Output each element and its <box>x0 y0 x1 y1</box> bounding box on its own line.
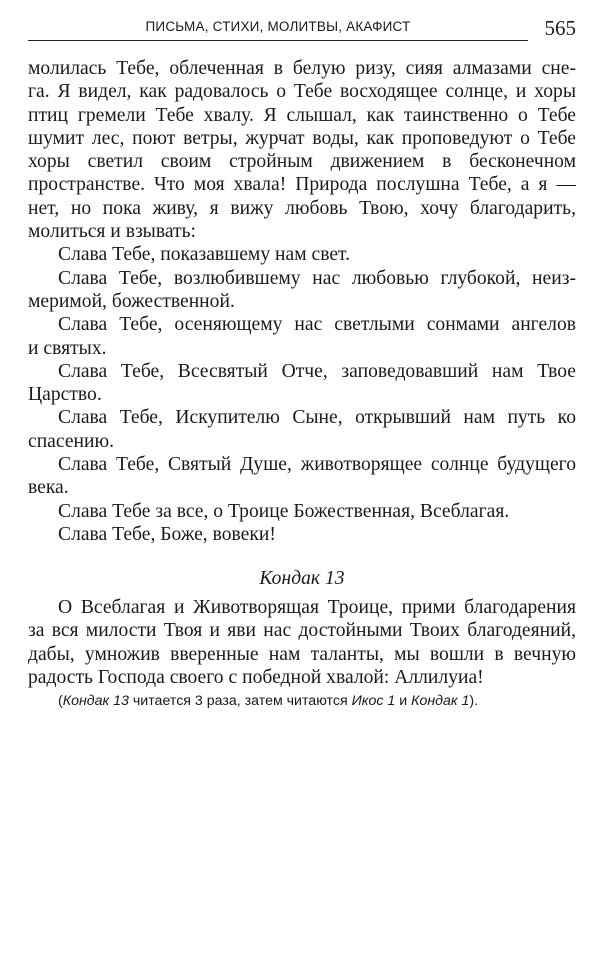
prayer-text <box>28 57 576 546</box>
text-line: молиться и взывать: <box>28 221 196 243</box>
text-line: века. <box>28 477 69 499</box>
text-line: Слава Тебе, осеняющему нас светлыми сонмами ангелов <box>58 314 576 336</box>
text-line: Слава Тебе, показавшему нам свет. <box>58 244 351 266</box>
note-kondak-1: Кондак 1 <box>411 693 470 709</box>
text-line: Слава Тебе, Святый Душе, животворящее солнце будущего <box>58 454 576 476</box>
note-text: читается 3 раза, затем читаются <box>128 693 352 709</box>
text-line: О Всеблагая и Животворящая Троице, прими благодарения <box>58 597 576 618</box>
text-line: радость Господа своего с победной хвалой: Аллилуиа! <box>28 666 484 688</box>
kondak-heading: Кондак 13 <box>259 568 345 589</box>
text-line: дабы, умножив вверенные нам таланты, мы вошли в вечную <box>28 643 576 665</box>
text-line: Слава Тебе, Боже, вовеки! <box>58 523 276 545</box>
text-line: Слава Тебе за все, о Троице Божественная, Всеблагая. <box>58 500 510 522</box>
note-ikos-1: Икос 1 <box>351 693 396 709</box>
page-header <box>28 16 576 42</box>
text-line: Царство. <box>28 384 102 406</box>
text-line: га. Я видел, как радовалось о Тебе восходящее солнце, и хоры <box>28 81 576 103</box>
note-kondak-13: Кондак 13 <box>62 693 129 709</box>
header-rule <box>28 40 528 41</box>
text-line: молилась Тебе, облеченная в белую ризу, сияя алмазами сне- <box>28 58 576 79</box>
page-number: 565 <box>544 16 576 40</box>
text-line: за вся милости Твоя и яви нас достойными Твоих благодеяний, <box>28 620 576 642</box>
running-head: ПИСЬМА, СТИХИ, МОЛИТВЫ, АКАФИСТ <box>145 19 411 34</box>
text-line: хоры светил своим стройным движением в бесконечном <box>28 151 576 173</box>
text-line: и святых. <box>28 337 107 359</box>
text-line: Слава Тебе, Искупителю Сыне, открывший нам путь ко <box>58 407 576 429</box>
text-line: птиц гремели Тебе хвалу. Я слышал, как таинственно о Тебе <box>28 104 576 126</box>
text-line: Слава Тебе, возлюбившему нас любовью глубокой, неиз- <box>58 267 576 289</box>
rubric-note <box>58 692 578 710</box>
text-line: шумит лес, поют ветры, журчат воды, как проповедуют о Тебе <box>28 127 576 149</box>
text-line: пространстве. Что моя хвала! Природа послушна Тебе, а я — <box>28 174 576 196</box>
text-line: нет, но пока живу, я вижу любовь Твою, хочу благодарить, <box>28 197 576 219</box>
kondak-text <box>28 596 576 689</box>
note-text: и <box>395 693 412 709</box>
text-line: спасению. <box>28 430 115 452</box>
text-line: Слава Тебе, Всесвятый Отче, заповедовавший нам Твое <box>58 360 576 382</box>
note-open: ( <box>58 693 63 709</box>
text-line: меримой, божественной. <box>28 290 235 312</box>
note-close: ). <box>469 693 479 709</box>
